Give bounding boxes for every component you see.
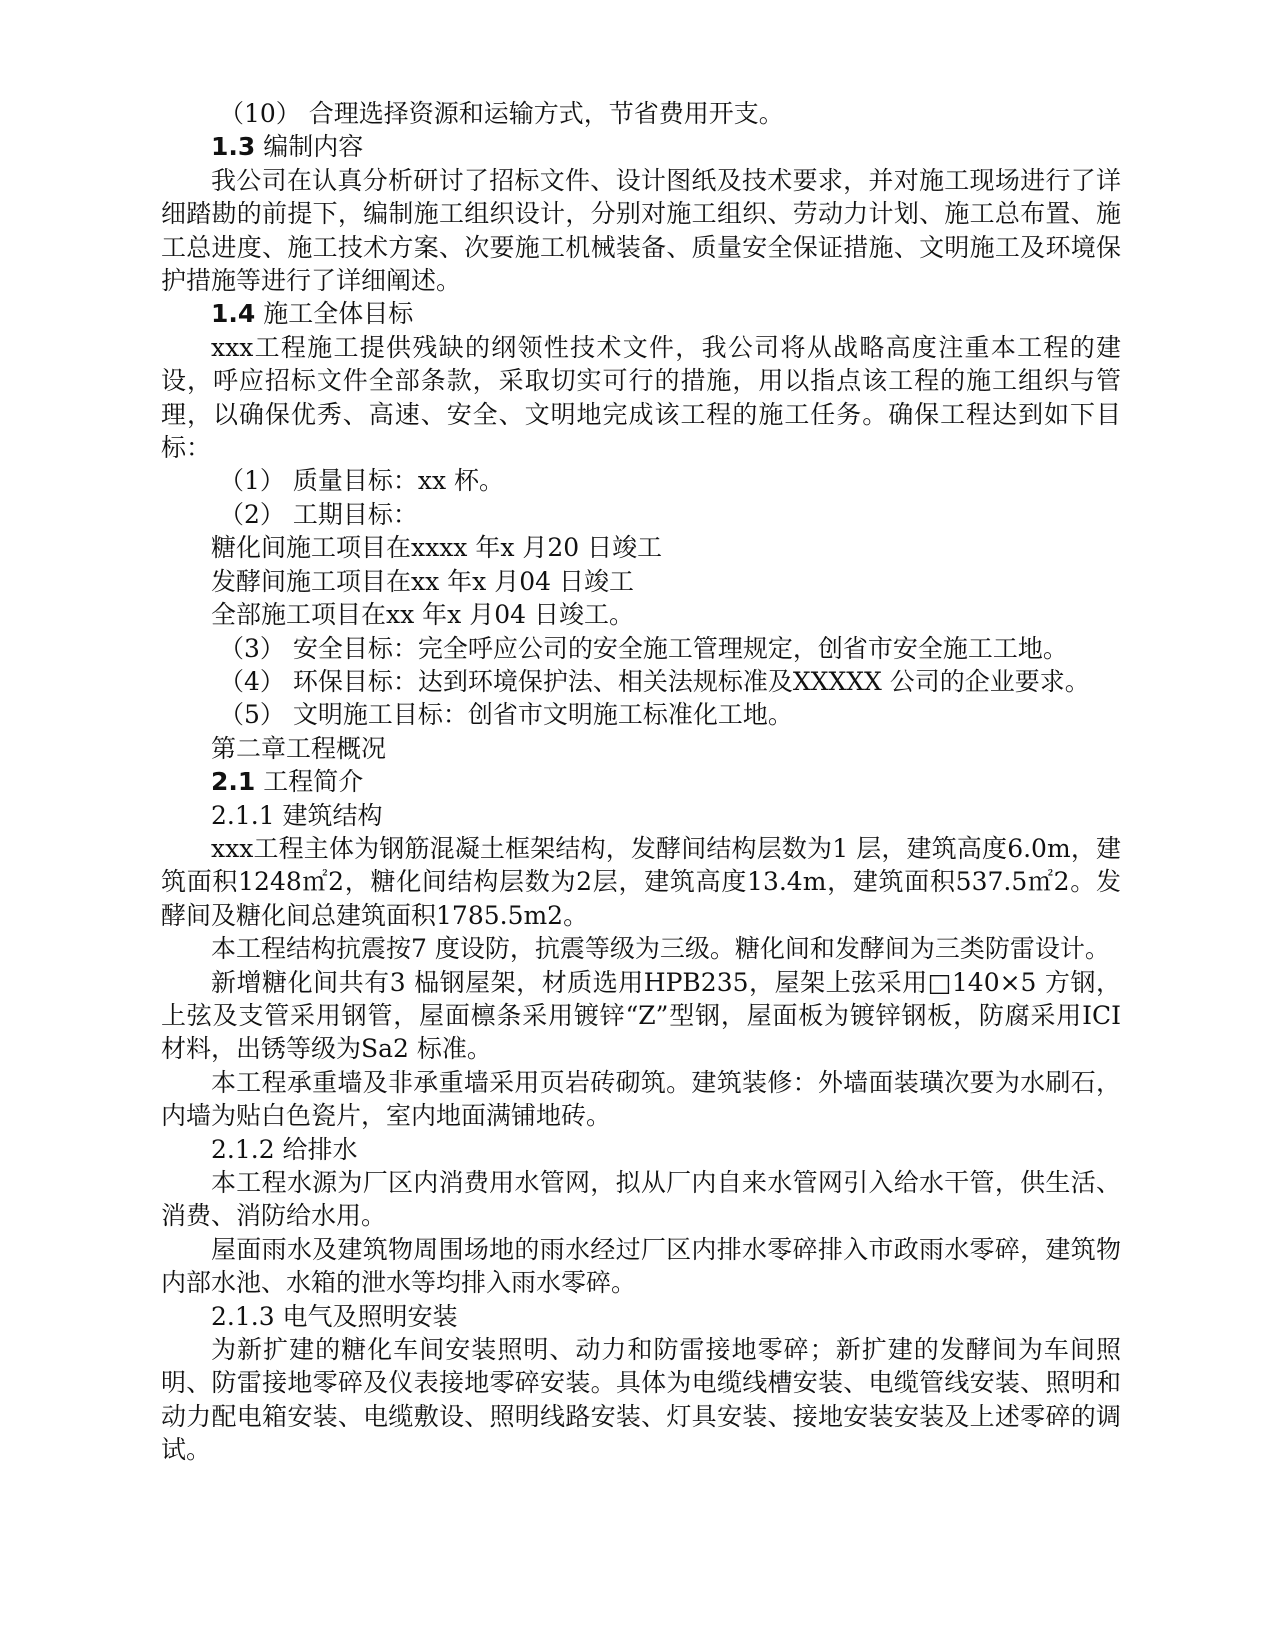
goal-item-1: （1） 质量目标：xx 杯。 — [219, 466, 504, 496]
list-item-10: （10） 合理选择资源和运输方式，节省费用开支。 — [219, 99, 784, 128]
chapter-heading: 第二章工程概况 — [211, 733, 387, 763]
goal-item-2: （2） 工期目标： — [219, 499, 418, 529]
section-heading-1-4 — [161, 297, 1121, 330]
goal-item-5: （5） 文明施工目标：创省市文明施工标准化工地。 — [219, 700, 793, 730]
section-heading-1-3 — [161, 130, 1121, 163]
section-title: 工程简介 — [255, 767, 364, 797]
paragraph-2-1-1-b: 本工程结构抗震按7 度设防，抗震等级为三级。糖化间和发酵间为三类防雷设计。 — [211, 934, 1110, 964]
subsection-heading-2-1-1: 2.1.1 建筑结构 — [211, 800, 383, 830]
section-heading-2-1 — [161, 765, 1121, 798]
section-title: 编制内容 — [255, 132, 364, 162]
section-number: 1.4 — [211, 299, 256, 329]
goal-item-3: （3） 安全目标：完全呼应公司的安全施工管理规定，创省市安全施工工地。 — [219, 633, 1068, 663]
paragraph-2-1-2-b: 屋面雨水及建筑物周围场地的雨水经过厂区内排水零碎排入市政雨水零碎，建筑物内部水池、水箱的泄水等均排入雨水零碎。 — [161, 1234, 1121, 1298]
subsection-heading-2-1-3: 2.1.3 电气及照明安装 — [211, 1301, 458, 1331]
schedule-line-3: 全部施工项目在xx 年x 月04 日竣工。 — [211, 600, 634, 630]
paragraph-1-3: 我公司在认真分析研讨了招标文件、设计图纸及技术要求，并对施工现场进行了详细踏勘的前提下，编制施工组织设计，分别对施工组织、劳动力计划、施工总布置、施工总进度、施工技术方案、次要施工机械装备、质量安全保证措施、文明施工及环境保护措施等进行了详细阐述。 — [161, 165, 1121, 296]
paragraph-2-1-1-a: xxx工程主体为钢筋混凝土框架结构，发酵间结构层数为1 层，建筑高度6.0m，建筑面积1248㎡2，糖化间结构层数为2层，建筑高度13.4m，建筑面积537.5㎡2。发酵间及糖化间总建筑面积1785.5m2。 — [161, 833, 1121, 930]
schedule-line-2: 发酵间施工项目在xx 年x 月04 日竣工 — [211, 566, 634, 596]
paragraph-2-1-3: 为新扩建的糖化车间安装照明、动力和防雷接地零碎；新扩建的发酵间为车间照明、防雷接地零碎及仪表接地零碎安装。具体为电缆线槽安装、电缆管线安装、照明和动力配电箱安装、电缆敷设、照明线路安装、灯具安装、接地安装安装及上述零碎的调试。 — [161, 1335, 1121, 1465]
section-number: 1.3 — [211, 132, 256, 162]
subsection-heading-2-1-2: 2.1.2 给排水 — [211, 1134, 358, 1164]
schedule-line-1: 糖化间施工项目在xxxx 年x 月20 日竣工 — [211, 533, 663, 563]
paragraph-2-1-2-a: 本工程水源为厂区内消费用水管网，拟从厂内自来水管网引入给水干管，供生活、消费、消防给水用。 — [161, 1168, 1121, 1231]
paragraph-2-1-1-d: 本工程承重墙及非承重墙采用页岩砖砌筑。建筑装修：外墙面装璜次要为水刷石，内墙为贴白色瓷片，室内地面满铺地砖。 — [161, 1067, 1121, 1131]
document-page — [161, 97, 1121, 1467]
goal-item-4: （4） 环保目标：达到环境保护法、相关法规标准及XXXXX 公司的企业要求。 — [219, 666, 1090, 696]
paragraph-2-1-1-c: 新增糖化间共有3 榀钢屋架，材质选用HPB235，屋架上弦采用□140×5 方钢，上弦及支管采用钢管，屋面檩条采用镀锌“Z”型钢，屋面板为镀锌钢板，防腐采用ICI 材料，出锈等级为Sa2 标准。 — [161, 967, 1121, 1064]
paragraph-1-4: xxx工程施工提供残缺的纲领性技术文件，我公司将从战略高度注重本工程的建设，呼应招标文件全部条款，采取切实可行的措施，用以指点该工程的施工组织与管理，以确保优秀、高速、安全、文明地完成该工程的施工任务。确保工程达到如下目标： — [161, 332, 1121, 463]
section-number: 2.1 — [211, 767, 256, 797]
section-title: 施工全体目标 — [255, 299, 414, 329]
